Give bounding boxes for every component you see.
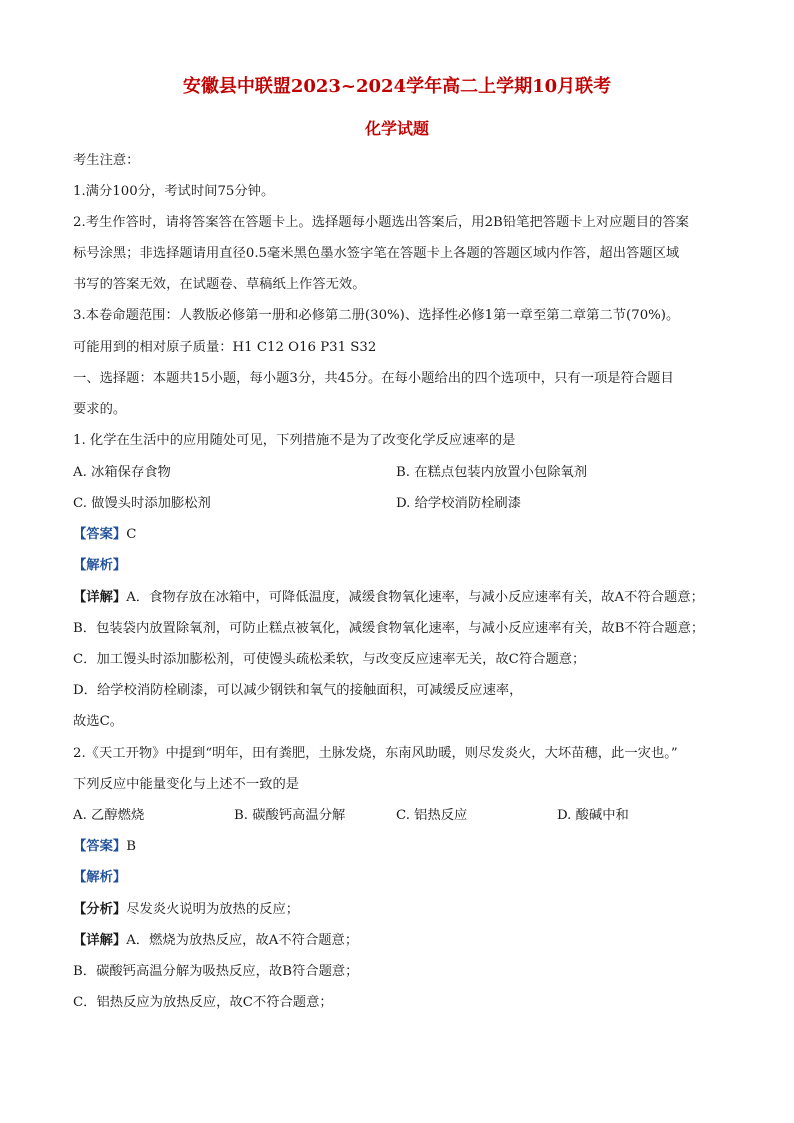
notice-heading: 考生注意： [73, 153, 140, 168]
q2-fenxi [73, 902, 299, 918]
q2-answer [73, 839, 136, 855]
q1-conclusion: 故选C。 [73, 714, 124, 729]
q1-option-c: C. 做馒头时添加膨松剂 [73, 496, 211, 511]
analysis-label: 【解析】 [73, 558, 127, 573]
q1-detail-line: C．加工馒头时添加膨松剂，可使馒头疏松柔软，与改变反应速率无关，故C符合题意； [73, 652, 586, 667]
notice-item: 3.本卷命题范围：人教版必修第一册和必修第二册(30%)、选择性必修1第一章至第二章第二节(70%)。 [73, 308, 680, 323]
question-2-stem: 下列反应中能量变化与上述不一致的是 [73, 777, 300, 792]
answer-value: C [126, 527, 137, 542]
q1-answer [73, 527, 136, 543]
section-intro: 要求的。 [73, 402, 127, 417]
notice-item: 1.满分100分，考试时间75分钟。 [73, 184, 275, 199]
q1-detail-line: B．包装袋内放置除氧剂，可防止糕点被氧化，减缓食物氧化速率，与减小反应速率有关，故B不符合题意； [73, 621, 705, 636]
q1-analysis-label [73, 558, 126, 574]
notice-item: 书写的答案无效，在试题卷、草稿纸上作答无效。 [73, 277, 366, 292]
detail-label: 【详解】 [73, 933, 127, 948]
answer-label: 【答案】 [73, 527, 127, 542]
q2-detail-line [73, 933, 358, 949]
answer-value: B [126, 839, 136, 854]
section-intro: 一、选择题：本题共15小题，每小题3分，共45分。在每小题给出的四个选项中，只有一项是符合题目 [73, 371, 674, 386]
question-2-stem: 2.《天工开物》中提到“明年，田有粪肥，土脉发烧，东南风助暖，则尽发炎火，大坏苗穗，此一灾也。” [73, 746, 678, 761]
exam-title: 安徽县中联盟2023~2024学年高二上学期10月联考 [182, 76, 612, 97]
q2-option-d: D. 酸碱中和 [557, 808, 629, 823]
q1-detail-line: D．给学校消防栓刷漆，可以减少钢铁和氧气的接触面积，可减缓反应速率， [73, 683, 523, 698]
q1-detail-line [73, 590, 704, 606]
detail-text: A．燃烧为放热反应，故A不符合题意； [126, 933, 359, 948]
notice-item: 2.考生作答时，请将答案答在答题卡上。选择题每小题选出答案后，用2B铅笔把答题卡上对应题目的答案 [73, 215, 689, 230]
q1-option-d: D. 给学校消防栓刷漆 [396, 496, 522, 511]
q2-detail-line: B．碳酸钙高温分解为吸热反应，故B符合题意； [73, 964, 359, 979]
q2-option-a: A. 乙醇燃烧 [73, 808, 145, 823]
exam-subtitle: 化学试题 [364, 119, 429, 138]
detail-text: A．食物存放在冰箱中，可降低温度，减缓食物氧化速率，与减小反应速率有关，故A不符合题意； [126, 590, 704, 605]
fenxi-label: 【分析】 [73, 902, 127, 917]
q1-option-a: A. 冰箱保存食物 [73, 465, 171, 480]
q2-analysis-label [73, 870, 126, 886]
notice-item: 标号涂黑；非选择题请用直径0.5毫米黑色墨水签字笔在答题卡上各题的答题区域内作答，超出答题区域 [73, 246, 680, 261]
detail-label: 【详解】 [73, 590, 127, 605]
analysis-label: 【解析】 [73, 870, 127, 885]
q1-option-b: B. 在糕点包装内放置小包除氧剂 [396, 465, 588, 480]
question-1-stem: 1. 化学在生活中的应用随处可见，下列措施不是为了改变化学反应速率的是 [73, 433, 516, 448]
fenxi-text: 尽发炎火说明为放热的反应； [126, 902, 300, 917]
q2-detail-line: C．铝热反应为放热反应，故C不符合题意； [73, 995, 333, 1010]
q2-option-b: B. 碳酸钙高温分解 [234, 808, 346, 823]
answer-label: 【答案】 [73, 839, 127, 854]
q2-option-c: C. 铝热反应 [396, 808, 468, 823]
atomic-mass-line: 可能用到的相对原子质量：H1 C12 O16 P31 S32 [73, 340, 377, 355]
